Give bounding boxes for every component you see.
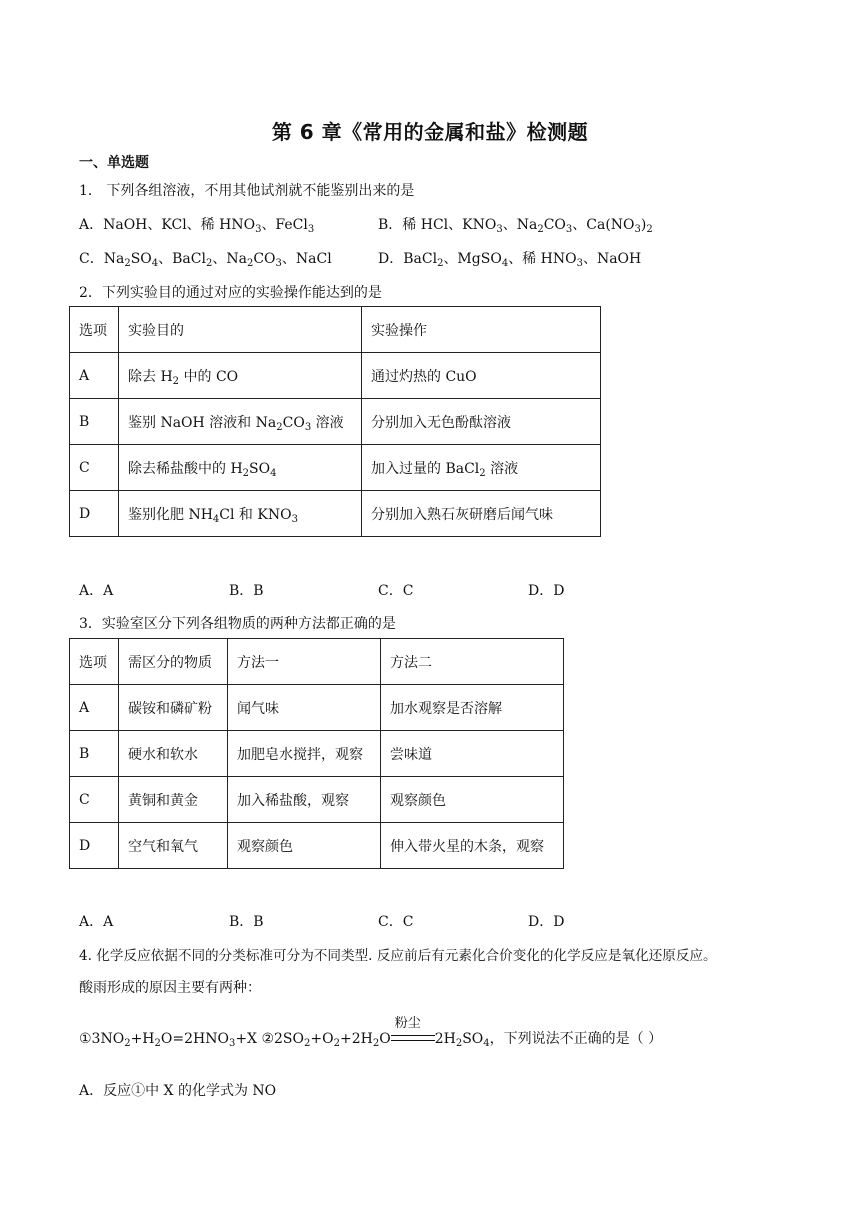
table-row <box>70 823 564 869</box>
q1-stem: 1． 下列各组溶液，不用其他试剂就不能鉴别出来的是 <box>79 183 415 199</box>
page-title: 第 6 章《常用的金属和盐》检测题 <box>271 120 589 144</box>
q1-option-b: B．稀 HCl、$KNO_3$、$Na_2CO_3$、$Ca(NO_3)_2$ <box>378 217 653 235</box>
reaction-condition: 粉尘 <box>391 1032 435 1046</box>
table-cell: D <box>70 491 119 537</box>
table-cell: 碳铵和磷矿粉 <box>119 685 228 731</box>
q2-answer-b: B．B <box>229 583 264 599</box>
table-cell: A <box>70 685 119 731</box>
q2-stem: 2．下列实验目的通过对应的实验操作能达到的是 <box>79 285 382 301</box>
table-header-cell: 方法二 <box>381 639 564 685</box>
table-cell: 观察颜色 <box>228 823 381 869</box>
table-cell: 硬水和软水 <box>119 731 228 777</box>
q4-stem-line2: 酸雨形成的原因主要有两种： <box>79 980 261 996</box>
table-header-row <box>70 307 601 353</box>
table-cell: 分别加入无色酚酞溶液 <box>362 399 601 445</box>
table-cell: 鉴别化肥 $NH_4Cl$ 和 $KNO_3$ <box>119 491 362 537</box>
table-cell: 分别加入熟石灰研磨后闻气味 <box>362 491 601 537</box>
table-cell: 加肥皂水搅拌，观察 <box>228 731 381 777</box>
table-cell: 加入过量的 BaCl$_2$ 溶液 <box>362 445 601 491</box>
q2-answer-a: A．A <box>79 583 114 599</box>
q3-answer-b: B．B <box>229 914 264 930</box>
table-header-cell: 选项 <box>70 307 119 353</box>
table-row <box>70 399 601 445</box>
table-header-cell: 实验操作 <box>362 307 601 353</box>
table-row <box>70 491 601 537</box>
table-cell: 除去 $H_2$ 中的 CO <box>119 353 362 399</box>
table-cell: D <box>70 823 119 869</box>
table-cell: A <box>70 353 119 399</box>
q2-table <box>69 306 601 537</box>
q4-equation: $①3NO_2+H_2O=2HNO_3+X$ $②2SO_2+O_2+2H_2O$ 粉尘 $2H_2SO_4$，下列说法不正确的是（ ） <box>79 1016 663 1049</box>
table-row <box>70 353 601 399</box>
table-cell: 伸入带火星的木条，观察 <box>381 823 564 869</box>
table-cell: 通过灼热的 CuO <box>362 353 601 399</box>
q1-option-a: A．NaOH、KCl、稀 $HNO_3$、FeCl$_3$ <box>79 217 315 235</box>
table-header-cell: 需区分的物质 <box>119 639 228 685</box>
q1-option-d: D．BaCl$_2$、MgSO$_4$、稀 $HNO_3$、NaOH <box>378 251 642 269</box>
q3-table <box>69 638 564 869</box>
table-cell: 尝味道 <box>381 731 564 777</box>
table-cell: 观察颜色 <box>381 777 564 823</box>
table-cell: C <box>70 777 119 823</box>
q1-option-c: C．$Na_2SO_4$、BaCl$_2$、$Na_2CO_3$、NaCl <box>79 251 332 269</box>
q3-answer-c: C．C <box>378 914 414 930</box>
q2-answer-d: D．D <box>528 583 565 599</box>
table-cell: 加入稀盐酸，观察 <box>228 777 381 823</box>
table-cell: C <box>70 445 119 491</box>
table-header-cell: 实验目的 <box>119 307 362 353</box>
table-cell: 黄铜和黄金 <box>119 777 228 823</box>
table-cell: 闻气味 <box>228 685 381 731</box>
table-cell: 加水观察是否溶解 <box>381 685 564 731</box>
table-cell: 除去稀盐酸中的 $H_2SO_4$ <box>119 445 362 491</box>
table-cell: B <box>70 399 119 445</box>
table-row <box>70 445 601 491</box>
q4-option-a: A．反应①中 X 的化学式为 NO <box>79 1083 277 1099</box>
table-header-cell: 选项 <box>70 639 119 685</box>
table-header-cell: 方法一 <box>228 639 381 685</box>
q3-answer-d: D．D <box>528 914 565 930</box>
table-cell: 鉴别 NaOH 溶液和 $Na_2CO_3$ 溶液 <box>119 399 362 445</box>
table-cell: 空气和氧气 <box>119 823 228 869</box>
q4-stem-line1: 4. 化学反应依据不同的分类标准可分为不同类型. 反应前后有元素化合价变化的化学反应是氧化还原反应。 <box>79 948 717 964</box>
table-row <box>70 731 564 777</box>
q2-answer-c: C．C <box>378 583 414 599</box>
table-row <box>70 777 564 823</box>
q3-answer-a: A．A <box>79 914 114 930</box>
q3-stem: 3．实验室区分下列各组物质的两种方法都正确的是 <box>79 616 396 632</box>
table-cell: B <box>70 731 119 777</box>
section-heading: 一、单选题 <box>79 155 149 171</box>
table-header-row <box>70 639 564 685</box>
table-row <box>70 685 564 731</box>
